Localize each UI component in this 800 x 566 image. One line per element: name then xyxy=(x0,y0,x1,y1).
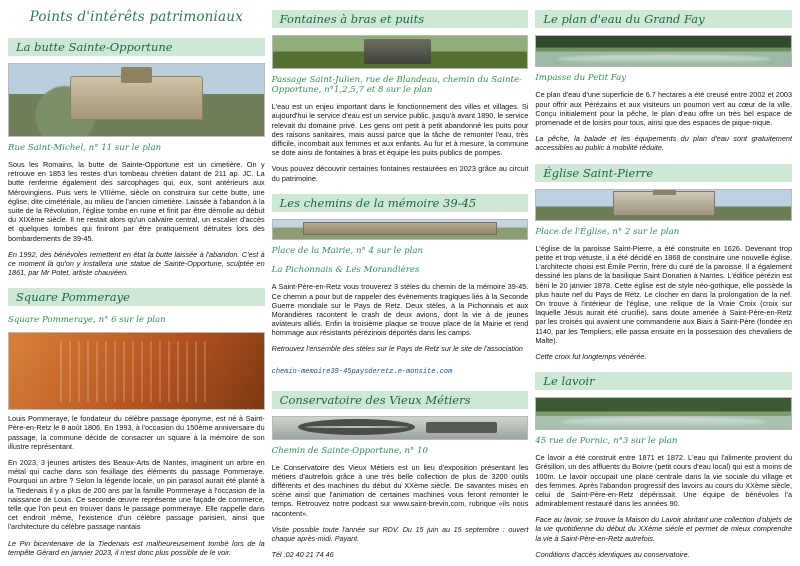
chapel-photo xyxy=(8,63,265,137)
column-left xyxy=(8,6,265,562)
paragraph-eglise-note: Cette croix fut longtemps vénérée. xyxy=(535,351,647,361)
paragraph-chemins-memoire: A Saint-Père-en-Retz vous trouverez 3 stèles du chemin de la mémoire 39-45. Ce chemin a pour but de rappeler des évènements tragiques liés à la Seconde Guerre mondiale sur le Pays de Retz. Deux stèles, à la Pichonnais et aux Morandières racontent le crash de deux avions, dont la vie à de jeunes aviateurs alliés. Enfin la troisième plaque se trouve place de la Mairie et rend hommage aux résistants pérézinois déportés dans les camps. xyxy=(271,282,529,338)
subtitle-conservatoire: Chemin de Sainte-Opportune, n° 10 xyxy=(271,445,428,456)
conservatoire-visit-info: Visite possible toute l'année sur RDV. Du 15 juin au 15 septembre : ouvert chaque après-midi. Payant. xyxy=(271,524,529,543)
paragraph-pommeraye-2: En 2023, 3 jeunes artistes des Beaux-Arts de Nantes, imaginent un arbre en métal qui cache dans son feuillage des éléments du passage Pommeraye. Pourquoi un arbre ? Selon la légende locale, un pin parasol aurait été planté à la Tiedenais il y a plus de 200 ans par la famille Pommeraye à l'occasion de la naissance de Louis. Ce seconde œuvre représente une façade de commerce, telle que l'on peut en trouver dans le passage pommeraye. Elle rappelle dans cet endroit même, l'existence d'un célèbre passage parisien, ainsi que l'architecture du célèbre passage nantais xyxy=(8,458,265,532)
subtitle-chemins-memoire-2: La Pichonnais & Les Morandières xyxy=(271,265,420,276)
paragraph-lavoir: Ce lavoir a été construit entre 1871 et 1872. L'eau qui l'alimente provient du Grésillon, un des affluents du Boivre (petit cours d'eau local) qui est à moins de 100m. Le lavoir occupait une place centrale dans la vie sociale du village et des femmes. Après l'abandon progressif des lavoirs au cours du XXème siècle, celui de Saint-Père-en-Retz dépérissait. Une équipe de bénévoles l'a admirablement restauré dans les années 90. xyxy=(535,453,793,509)
column-right xyxy=(535,6,792,562)
conservatoire-phone: Tél :02 40 21 74 46 xyxy=(271,549,334,559)
section-title-lavoir: Le lavoir xyxy=(535,372,792,390)
section-title-square-pommeraye: Square Pommeraye xyxy=(8,288,265,306)
grand-fay-photo xyxy=(535,35,792,67)
subtitle-butte: Rue Saint-Michel, n° 11 sur le plan xyxy=(8,143,162,153)
subtitle-eglise: Place de l'Église, n° 2 sur le plan xyxy=(535,226,680,237)
paragraph-fontaines-2: Vous pouvez découvrir certaines fontaines restaurées en 2023 grâce au circuit du patrimoine. xyxy=(271,164,529,183)
subtitle-lavoir: 45 rue de Pornic, n°3 sur le plan xyxy=(535,436,678,447)
paragraph-eglise: L'église de la paroisse Saint-Pierre, a été construite en 1626. Devenant trop petite et trop vétuste, il a été décidé en 1868 de construire une nouvelle église. L'architecte choisi est Émile Perrin, frère du curé de la paroisse. Il a également dessiné les plans de la basilique Saint Donatien à Nantes. L'édifice pérézin est béni le 20 janvier 1878. Cette église est de style néo-gothique, elle possède la plus haute nef du Pays de Retz. Le clocher en dans la prolongation de la nef. On trouve à l'intérieur de l'église, une relique de la Vraie Croix (croix sur laquelle Jésus aurait été crucifié), sans doute amenée à Saint-Père-en-Retz par les croisés qui avaient une commanderie aux Biais à Saint-Père (fondée en 1140, par les Templiers, elle passa ensuite en la possession des chevaliers de Malte). xyxy=(535,243,793,345)
section-title-fontaines: Fontaines à bras et puits xyxy=(272,10,529,28)
section-title-butte: La butte Sainte-Opportune xyxy=(8,38,265,56)
section-title-conservatoire: Conservatoire des Vieux Métiers xyxy=(272,391,529,409)
passage-pommeraye-photo xyxy=(8,332,265,410)
eglise-photo xyxy=(535,189,792,221)
paragraph-pommeraye-1: Louis Pommeraye, le fondateur du célèbre passage éponyme, est né à Saint-Père-en-Retz le 8 août 1806. En 1993, à l'occasion du 150ème anniversaire du passage, la commune décide de consacrer un square à la mémoire de son illustre représentant. xyxy=(8,414,265,451)
section-title-eglise: Église Saint-Pierre xyxy=(535,164,792,182)
paragraph-grand-fay-note: La pêche, la balade et les équipements du plan d'eau sont gratuitement accessibles au public à mobilité réduite. xyxy=(535,134,793,153)
paragraph-butte-2: En 1992, des bénévoles remettent en état la butte laissée à l'abandon. C'est à ce moment là qu'on y installera une statue de Sainte-Opportune, sculptée en 1861, par Mr Potet, artiste chauvéen. xyxy=(8,249,265,278)
paragraph-butte-1: Sous les Romains, la butte de Sainte-Opportune est un cimetière. On y retrouve en 1853 les restes d'un tombeau chrétien datant de 211 ap. JC. La butte renferme également des sarcophages qui, eux, sont antérieurs aux Mérovingiens. Puis vers le VIIIème, siècle on construira sur cette butte, une église, dite cimétériale, au milieu de l'ancien cimetière. Laissée à l'abandon à la suite de la Révolution, l'église tombe en ruine et finit par être démolie au début du XIXème siècle. Il ne restait alors qu'un calvaire central, un escalier d'accès et quelques tombes qui finiront par être pratiquement détruites lors des bombardements de 39-45. xyxy=(8,160,265,243)
machine-photo xyxy=(272,416,529,440)
subtitle-square-pommeraye: Square Pommeraye, n° 6 sur le plan xyxy=(8,315,166,326)
paragraph-grand-fay: Ce plan d'eau d'une superficie de 6.7 hectares a été creusé entre 2002 et 2003 pour offrir aux Pérézains et aux visiteurs un poumon vert au cœur de la ville. Conçu initialement pour la pêche, le plan d'eau offre un très bel espace de promenade et de loisirs pour tous, ainsi que des espaces de pique-nique. xyxy=(535,90,793,127)
paragraph-fontaines-1: L'eau est un enjeu important dans le fonctionnement des villes et villages. Si aujourd'hui le service d'eau est un service public, jusqu'à avant 1890, le service relevait du domaine privé. Les gens ont petit à petit abandonné les puits pour des raisons sanitaires, mais aussi parce que la tâche de remonter l'eau, très difficile, incombait aux femmes et aux enfants. Au fur et à mesure, la commune se dote ainsi de fontaines à bras et équipe les puits publics de pompes. xyxy=(271,102,529,158)
mairie-photo xyxy=(272,219,529,241)
subtitle-chemins-memoire-1: Place de la Mairie, n° 4 sur le plan xyxy=(271,246,423,257)
paragraph-conservatoire: Le Conservatoire des Vieux Métiers est un lieu d'exposition présentant les métiers d'autrefois grâce à une très belle collection de plus de 3200 outils différents et des machines du début du XXème siècle. De savantes mises en scène ainsi que l'animation de certaines machines vous feront remonter le temps. Retrouvez notre podcast sur www.saint-brevin.com, rubrique «ils nous racontent». xyxy=(271,462,529,518)
chemins-memoire-footer: Retrouvez l'ensemble des stèles sur le Pays de Retz sur le site de l'association xyxy=(271,344,523,354)
subtitle-fontaines: Passage Saint-Julien, rue de Blandeau, chemin du Sainte-Opportune, n°1,2,5,7 et 8 sur le plan xyxy=(271,75,522,96)
paragraph-lavoir-note-1: Face au lavoir, se trouve la Maison du Lavoir abritant une collection d'objets de la vie quotidienne du début du XXème siècle et permet de mieux comprendre la vie à Saint-Père-en-Retz autrefois. xyxy=(535,515,793,543)
subtitle-grand-fay: Impasse du Petit Fay xyxy=(535,73,627,84)
section-title-grand-fay: Le plan d'eau du Grand Fay xyxy=(535,10,792,28)
paragraph-lavoir-note-2: Conditions d'accès identiques au conservatoire. xyxy=(535,549,690,559)
paragraph-pommeraye-note: Le Pin bicentenaire de la Tiedenais est malheureusement tombé lors de la tempête Gérard en janvier 2023, il n'est donc plus possible de le voir. xyxy=(8,538,265,557)
fountain-photo xyxy=(272,35,529,69)
chemins-memoire-link[interactable]: chemin-memoire39-45paysderetz.e-monsite.com xyxy=(271,367,453,376)
lavoir-photo xyxy=(535,397,792,430)
column-middle xyxy=(272,6,529,562)
section-title-chemins-memoire: Les chemins de la mémoire 39-45 xyxy=(272,194,529,212)
page-title: Points d'intérêts patrimoniaux xyxy=(29,9,244,25)
